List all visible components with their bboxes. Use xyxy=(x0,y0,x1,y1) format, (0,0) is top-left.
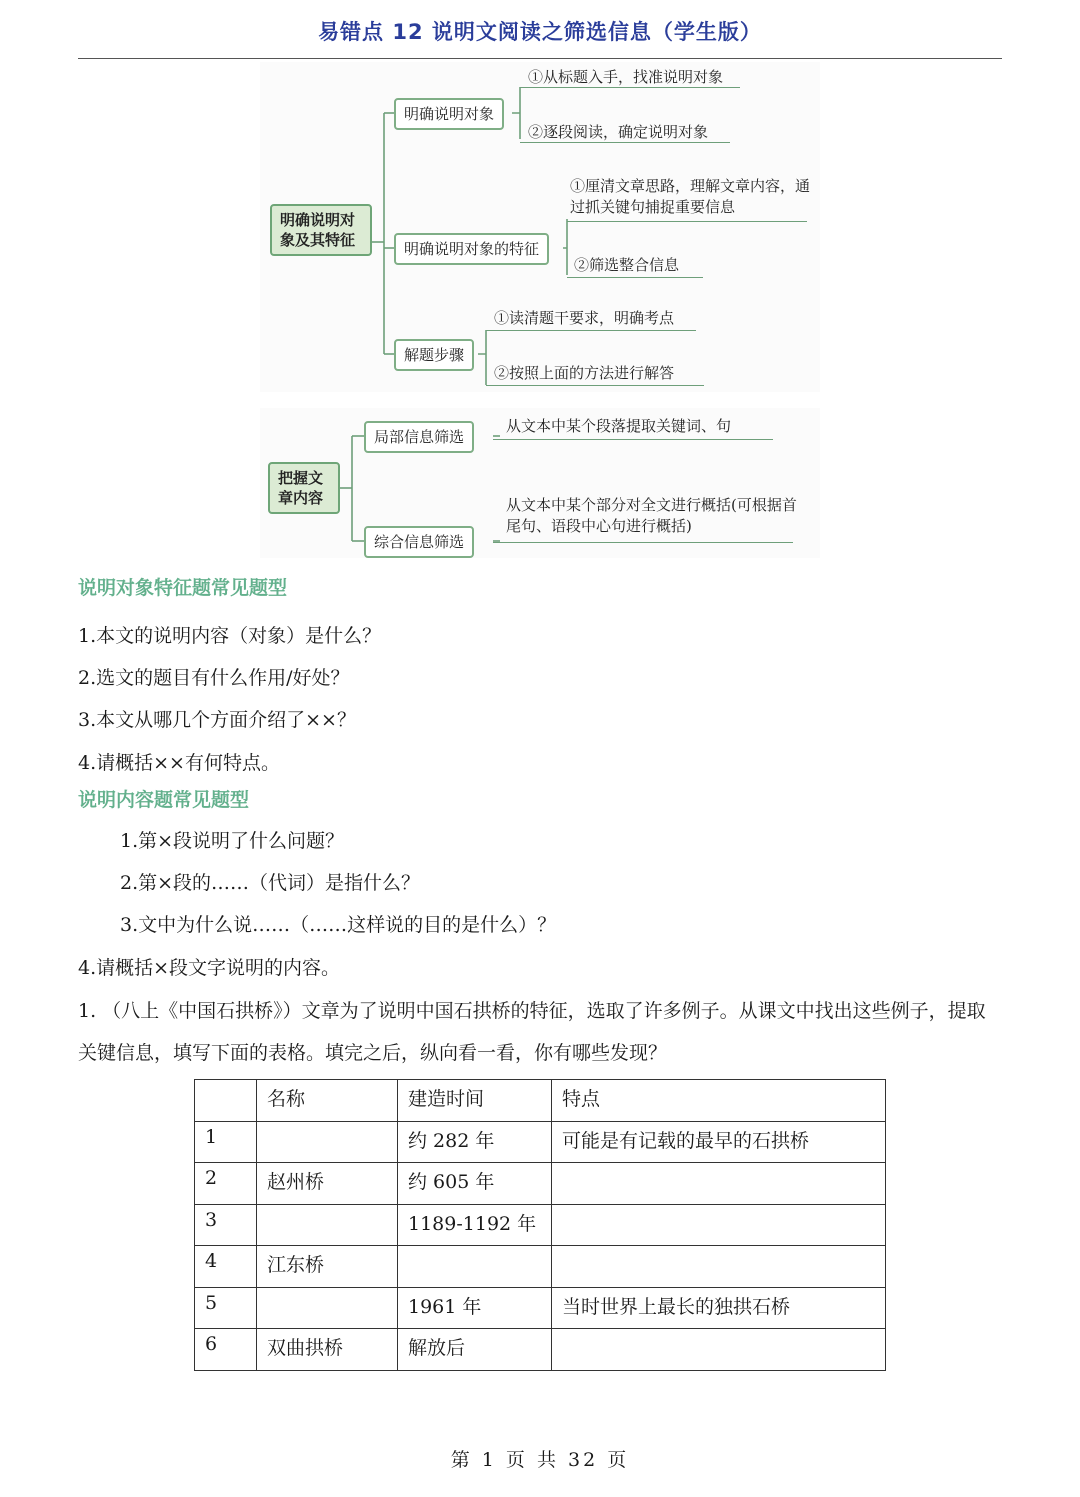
table-cell: 解放后 xyxy=(398,1329,552,1371)
mindmap-2-leaf-1: 从文本中某个段落提取关键词、句 xyxy=(506,417,732,435)
table-cell: 4 xyxy=(195,1246,257,1288)
table-header-cell xyxy=(195,1080,257,1122)
mindmap-2-leaf-line xyxy=(493,542,793,543)
table-row xyxy=(195,1204,886,1246)
mindmap-1-leaf-line xyxy=(486,385,704,386)
table-cell: 1961 年 xyxy=(398,1287,552,1329)
table-cell[interactable] xyxy=(552,1204,886,1246)
table-cell: 1 xyxy=(195,1121,257,1163)
bridge-table xyxy=(194,1079,886,1371)
table-row xyxy=(195,1246,886,1288)
page-title: 易错点 12 说明文阅读之筛选信息（学生版） xyxy=(318,20,762,44)
mindmap-1-branch-1: 明确说明对象 xyxy=(394,98,504,130)
table-cell[interactable] xyxy=(257,1121,398,1163)
table-cell: 约 282 年 xyxy=(398,1121,552,1163)
mindmap-1-leaf-line xyxy=(520,87,740,88)
mindmap-1-leaf-1-2: ②逐段阅读，确定说明对象 xyxy=(528,123,709,141)
page-number: 第 1 页 共 32 页 xyxy=(450,1449,630,1471)
table-header-row xyxy=(195,1080,886,1122)
table-cell: 3 xyxy=(195,1204,257,1246)
table-cell: 当时世界上最长的独拱石桥 xyxy=(552,1287,886,1329)
table-row xyxy=(195,1329,886,1371)
table-header-cell: 建造时间 xyxy=(398,1080,552,1122)
table-cell: 江东桥 xyxy=(257,1246,398,1288)
table-cell[interactable] xyxy=(398,1246,552,1288)
section-1-item-1: 1.本文的说明内容（对象）是什么？ xyxy=(78,625,382,647)
mindmap-1-leaf-line xyxy=(486,330,696,331)
table-row xyxy=(195,1163,886,1205)
mindmap-2-branch-1: 局部信息筛选 xyxy=(364,421,474,453)
table-cell: 双曲拱桥 xyxy=(257,1329,398,1371)
question-text: 1. （八上《中国石拱桥》）文章为了说明中国石拱桥的特征，选取了许多例子。从课文中找出这些例子，提取关键信息，填写下面的表格。填完之后，纵向看一看，你有哪些发现？ xyxy=(78,1000,986,1064)
table-cell[interactable] xyxy=(257,1287,398,1329)
mindmap-2 xyxy=(260,408,820,558)
table-cell: 5 xyxy=(195,1287,257,1329)
mindmap-1-leaf-line xyxy=(567,277,703,278)
mindmap-1-leaf-line xyxy=(567,221,807,222)
mindmap-2-root: 把握文章内容 xyxy=(268,462,340,514)
header-divider xyxy=(78,58,1002,59)
table-row xyxy=(195,1121,886,1163)
mindmap-1-leaf-2-2: ②筛选整合信息 xyxy=(574,256,680,274)
table-header-cell: 特点 xyxy=(552,1080,886,1122)
table-header-cell: 名称 xyxy=(257,1080,398,1122)
table-cell: 1189-1192 年 xyxy=(398,1204,552,1246)
table-cell[interactable] xyxy=(257,1204,398,1246)
mindmap-1-branch-2: 明确说明对象的特征 xyxy=(394,233,549,265)
mindmap-1-root: 明确说明对象及其特征 xyxy=(270,204,372,256)
mindmap-1-leaf-3-1: ①读清题干要求，明确考点 xyxy=(494,309,675,327)
table-cell: 赵州桥 xyxy=(257,1163,398,1205)
mindmap-1-leaf-2-1: ①厘清文章思路，理解文章内容，通过抓关键句捕捉重要信息 xyxy=(570,177,811,216)
table-cell: 6 xyxy=(195,1329,257,1371)
table-row xyxy=(195,1287,886,1329)
mindmap-2-leaf-2: 从文本中某个部分对全文进行概括(可根据首尾句、语段中心句进行概括) xyxy=(506,496,797,535)
table-cell: 2 xyxy=(195,1163,257,1205)
section-1-heading: 说明对象特征题常见题型 xyxy=(78,577,288,599)
section-2-item-2: 2.第×段的……（代词）是指什么？ xyxy=(120,872,421,894)
table-cell: 可能是有记载的最早的石拱桥 xyxy=(552,1121,886,1163)
mindmap-1-leaf-line xyxy=(520,142,730,143)
mindmap-1-leaf-1-1: ①从标题入手，找准说明对象 xyxy=(528,68,724,86)
table-cell: 约 605 年 xyxy=(398,1163,552,1205)
table-cell[interactable] xyxy=(552,1163,886,1205)
mindmap-1 xyxy=(260,62,820,392)
section-1-item-2: 2.选文的题目有什么作用/好处？ xyxy=(78,667,350,689)
mindmap-2-branch-2: 综合信息筛选 xyxy=(364,526,474,558)
mindmap-1-leaf-3-2: ②按照上面的方法进行解答 xyxy=(494,364,675,382)
section-2-heading: 说明内容题常见题型 xyxy=(78,789,250,811)
mindmap-2-leaf-line xyxy=(493,439,773,440)
section-2-item-1: 1.第×段说明了什么问题？ xyxy=(120,830,345,852)
mindmap-1-branch-3: 解题步骤 xyxy=(394,339,474,371)
table-cell[interactable] xyxy=(552,1246,886,1288)
section-2-item-3: 3.文中为什么说……（……这样说的目的是什么）？ xyxy=(120,914,557,936)
table-cell[interactable] xyxy=(552,1329,886,1371)
section-1-item-4: 4.请概括××有何特点。 xyxy=(78,752,280,774)
section-1-item-3: 3.本文从哪几个方面介绍了××？ xyxy=(78,709,356,731)
section-2-item-4: 4.请概括×段文字说明的内容。 xyxy=(78,957,341,979)
